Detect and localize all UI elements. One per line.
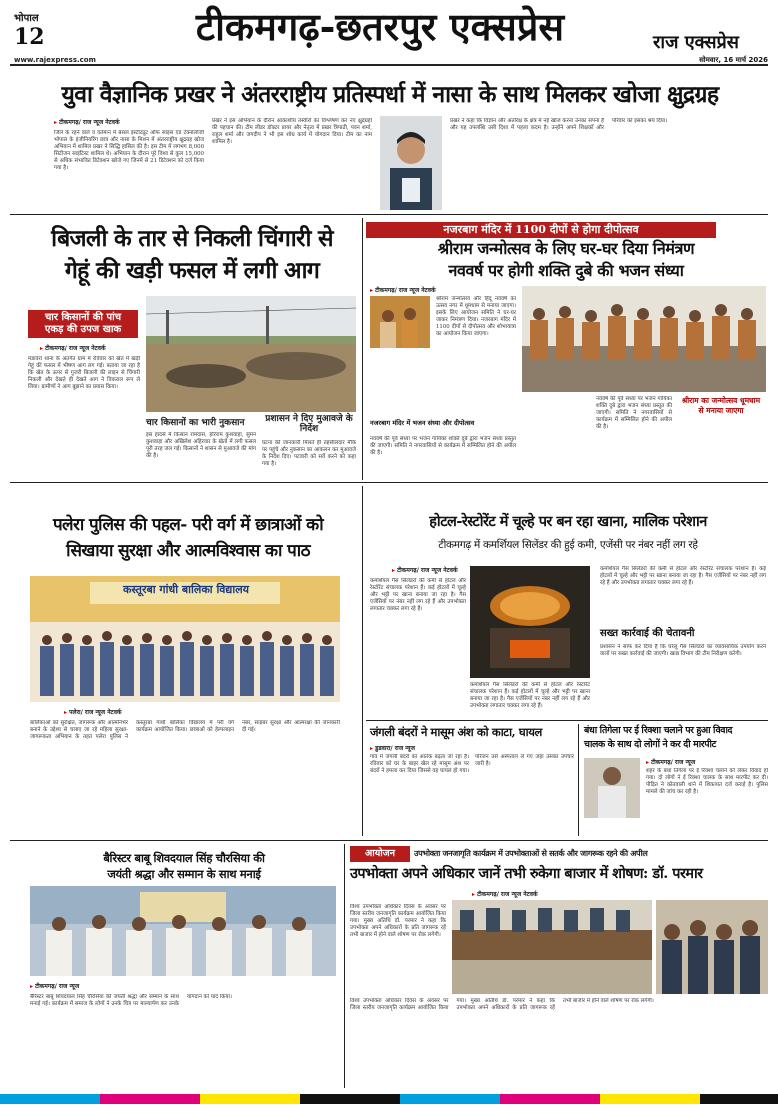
story2-headline-line2: गेहूं की खड़ी फसल में लगी आग [64,257,320,284]
story7-photo [584,758,640,818]
story3-byline: ▸ टीकमगढ़/ राज न्यूज नेटवर्क [370,286,436,294]
story2-byline: ▸ टीकमगढ़/ राज न्यूज नेटवर्क [40,344,106,352]
story5-box-text: प्रशासन ने साफ कर दिया है कि घरेलू गैस सिलेंडरों का व्यावसायिक उपयोग करने वालों पर सख्त कार्रवाई की जाएगी। खाद्य विभाग की टीम निरीक्षण करेगी। [600,644,766,657]
story1-text-b: प्रखर ने इस अभियान के दौरान आकाशीय तस्वीरों का विश्लेषण कर नए क्षुद्रग्रहों की पहचान की। टीम लीडर डॉक्टर प्रायर और नेतृत्व में प्रखर त्रिपाठी, पवन शर्मा, राहुल शर्मा और जगदीप ने भी इस शोध कार्य में योगदान दिया। टीम का नाम शामिल है। [212,118,372,145]
story6-text: गांव में जंगली बंदरों का आतंक बढ़ता जा रहा है। रविवार को घर के बाहर खेल रहे मासूम अंश पर बंदरों ने हमला कर दिया जिससे वह घायल हो गया। परिजन उसे अस्पताल ले गए जहां उसका उपचार जारी है। [370,754,574,774]
story4-headline-line1: पलेरा पुलिस की पहल- परी वर्ग में छात्राओं को [52,515,324,535]
story2-box1-title: चार किसानों का भारी नुकसान [146,418,245,428]
story5-text-b: कमर्शियल गैस सिलेंडरों की कमी से होटल और रेस्टोरेंट संचालक परेशान हैं। कई होटलों में चूल्हे और भट्टी पर खाना बनाया जा रहा है। गैस एजेंसियों पर नंबर नहीं लग रहे हैं और उपभोक्ता लगातार चक्कर लगा रहे हैं। [470,682,590,709]
story7-text: शहर के बंधा तिगेला पर ई रिक्शा चलाने को लेकर विवाद हो गया। दो लोगों ने ई रिक्शा चालक के साथ मारपीट कर दी। पीड़ित ने कोतवाली थाने में शिकायत दर्ज कराई है। पुलिस मामले की जांच कर रही है। [646,768,768,795]
story8-headline-line2: जयंती श्रद्धा और सम्मान के साथ मनाई [107,867,261,881]
story6-byline: ▸ डुडवारा/ राज न्यूज [370,744,415,752]
story1-byline: ▸ टीकमगढ़/ राज न्यूज नेटवर्क [54,118,120,126]
story2-subhead-line2: एकड़ की उपज खाक [44,324,122,335]
story3-headline-line1: श्रीराम जन्मोत्सव के लिए घर-घर दिया निमंत्रण [437,239,695,258]
story5-text-c: कमर्शियल गैस सिलेंडरों की कमी से होटल और रेस्टोरेंट संचालक परेशान हैं। कई होटलों में चूल्हे और भट्टी पर खाना बनाया जा रहा है। गैस एजेंसियों पर नंबर नहीं लग रहे हैं और उपभोक्ता लगातार चक्कर लगा रहे हैं। [600,566,766,586]
story3-text: श्रीराम जन्मोत्सव और हिंदू नववर्ष का उत्सव नगर में धूमधाम से मनाया जाएगा। इसके लिए आयोजन समिति ने घर-घर जाकर निमंत्रण दिया। नजरबाग मंदिर में 1100 दीपों से दीपोत्सव और शोभायात्रा का आयोजन किया जाएगा। [436,296,516,337]
story3-group-photo [522,286,766,392]
story9-audience-photo [656,900,768,994]
story9-label: आयोजन [350,846,410,862]
story5-byline: ▸ टीकमगढ़/ राज न्यूज नेटवर्क [392,566,458,574]
story3-headline-line2: नववर्ष पर होगी शक्ति दुबे की भजन संध्या [448,261,684,280]
story3-caption-line2: से मनाया जाएगा [698,406,744,415]
story9-kicker: उपभोक्ता जनजागृति कार्यक्रम में उपभोक्ताओं से सतर्क और जागरूक रहने की अपील [414,848,648,858]
story8-text: बैरिस्टर बाबू शिवदयाल सिंह चौरसिया की जयंती श्रद्धा और सम्मान के साथ मनाई गई। कार्यक्रम में समाज के लोगों ने उनके चित्र पर माल्यार्पण कर उनके योगदान को याद किया। [30,994,232,1007]
story5-box-title: सख्त कार्रवाई की चेतावनी [600,628,695,639]
story9-meeting-photo [452,900,652,994]
story4-headline-line2: सिखाया सुरक्षा और आत्मविश्वास का पाठ [66,541,310,561]
story2-text: मडावरा थाना के अंतर्गत ग्राम में रविवार को खेत में खड़ी गेहूं की फसल में भीषण आग लग गई। बताया जा रहा है कि खेत के ऊपर से गुजरी बिजली की लाइन से चिंगारी निकली और देखते ही देखते आग ने विकराल रूप ले लिया। ग्रामीणों ने आग बुझाने का प्रयास किया। [28,356,140,390]
story9-text-b: विश्व उपभोक्ता अधिकार दिवस के अवसर पर जिला स्तरीय जनजागृति कार्यक्रम आयोजित किया गया। मुख्य अतिथि डॉ. परमार ने कहा कि उपभोक्ता अपने अधिकारों के प्रति जागरूक रहें तभी बाजार में होने वाले शोषण पर रोक लगेगी। [350,998,654,1011]
story8-headline-line1: बैरिस्टर बाबू शिवदयाल सिंह चौरसिया की [103,851,265,865]
story8-byline: ▸ टीकमगढ़/ राज न्यूज [30,982,79,990]
story2-subhead-line1: चार किसानों की पांच [44,312,122,323]
story4-banner: कस्तूरबा गांधी बालिका विद्यालय [122,583,250,596]
page-number: 12 [14,24,45,50]
story1-headline: युवा वैज्ञानिक प्रखर ने अंतरराष्ट्रीय प्रतिस्पर्धा में नासा के साथ मिलकर खोजा क्षुद्रग्रह [61,81,719,108]
story4-text: बालिकाओं को सुरक्षित, जागरूक और आत्मनिर्भर बनाने के उद्देश्य से चलाए जा रहे महिला सुरक्षा-जागरूकता अभियान के तहत पलेरा पुलिस ने कस्तूरबा गांधी बालिका विद्यालय में परी वर्ग कार्यक्रम आयोजित किया। छात्राओं को हेल्पलाइन नंबर, साइबर सुरक्षा और आत्मरक्षा की जानकारी दी गई। [30,720,340,740]
masthead-title: टीकमगढ़-छतरपुर एक्सप्रेस [195,4,565,49]
story7-headline-line2: चालक के साथ दो लोगों ने कर दी मारपीट [584,739,716,750]
story1-photo [380,116,442,210]
story3-text-right: नववर्ष की पूर्व संध्या पर भजन गायिका शक्ति दुबे द्वारा भजन संध्या प्रस्तुत की जाएगी। समिति ने नगरवासियों से कार्यक्रम में सम्मिलित होने की अपील की है। [596,396,672,430]
story6-headline: जंगली बंदरों ने मासूम अंश को काटा, घायल [370,725,542,739]
story2-box2-title: प्रशासन ने दिए मुआवजे के निर्देश [265,414,353,435]
story9-text: विश्व उपभोक्ता अधिकार दिवस के अवसर पर जिला स्तरीय जनजागृति कार्यक्रम आयोजित किया गया। मुख्य अतिथि डॉ. परमार ने कहा कि उपभोक्ता अपने अधिकारों के प्रति जागरूक रहें तभी बाजार में होने वाले शोषण पर रोक लगेगी। [350,904,446,938]
issue-date: सोमवार, 16 मार्च 2026 [699,56,768,64]
story5-subhead: टीकमगढ़ में कमर्शियल सिलेंडर की हुई कमी, एजेंसी पर नंबर नहीं लग रहे [438,539,698,551]
story3-kicker: नजरबाग मंदिर में 1100 दीपों से होगा दीपोत्सव [366,222,716,238]
story9-headline: उपभोक्ता अपने अधिकार जानें तभी रुकेगा बाजार में शोषण: डॉ. परमार [350,865,703,882]
story3-photo-left [370,296,430,348]
story2-box1-text: इस हादसे में किसान रामदास, हरिराम कुशवाहा, सुमन कुशवाहा और अखिलेश अहिरवार के खेतों में लगी फसल पूरी तरह जल गई। किसानों ने शासन से मुआवजे की मांग की है। [146,432,256,459]
story2-fire-photo [146,296,356,412]
story3-photo-caption [676,396,766,416]
story7-headline-line1: बंधा तिगेला पर ई रिक्शा चलाने पर हुआ विवाद [584,725,733,736]
brand-logo: राज एक्सप्रेस [653,32,739,53]
story2-box2-text: घटना की जानकारी मिलते ही तहसीलदार मौके पर पहुंचे और नुकसान का आकलन कर मुआवजे के निर्देश दिए। पटवारी को सर्वे करने को कहा गया है। [262,440,356,467]
story3-caption-line1: श्रीराम का जन्मोत्सव धूमधाम [681,396,761,405]
story8-photo [30,886,336,976]
story9-byline: ▸ टीकमगढ़/ राज न्यूज नेटवर्क [472,890,538,898]
story2-headline-line1: बिजली के तार से निकली चिंगारी से [51,225,333,252]
story5-headline: होटल-रेस्टोरेंट में चूल्हे पर बन रहा खाना, मालिक परेशान [429,513,707,530]
story1-text-c: प्रखर ने कहा कि विज्ञान और अंतरिक्ष के क्षेत्र में नई खोज करना उनका सपना है और यह उपलब्धि उसी दिशा में पहला कदम है। उन्होंने अपने शिक्षकों और परिवार को इसका श्रेय दिया। [450,118,668,131]
story7-byline: ▸ टीकमगढ़/ राज न्यूज [646,758,695,766]
story3-box-title: नजरबाग मंदिर में भजन संध्या और दीपोत्सव [370,419,475,427]
story2-subhead [28,310,138,338]
masthead-city: भोपाल [14,13,39,24]
story5-cooking-photo [470,566,590,678]
story3-box-text: नववर्ष की पूर्व संध्या पर भजन गायिका शक्ति दुबे द्वारा भजन संध्या प्रस्तुत की जाएगी। समिति ने नगरवासियों से कार्यक्रम में सम्मिलित होने की अपील की है। [370,436,516,456]
story5-text: कमर्शियल गैस सिलेंडरों की कमी से होटल और रेस्टोरेंट संचालक परेशान हैं। कई होटलों में चूल्हे और भट्टी पर खाना बनाया जा रहा है। गैस एजेंसियों पर नंबर नहीं लग रहे हैं और उपभोक्ता लगातार चक्कर लगा रहे हैं। [370,578,466,612]
story4-byline: ▸ पलेरा/ राज न्यूज नेटवर्क [64,708,122,716]
site-url[interactable]: www.rajexpress.com [14,56,96,64]
story1-text-a: जिले के रहने वाले व वर्तमान में बंसल इंस्टीट्यूट ऑफ साइंस एंड टेक्नोलॉजी भोपाल के इंजीनियरिंग छात्र और नासा के मिशन में अंतरराष्ट्रीय क्षुद्रग्रह खोज अभियान में शामिल प्रखर ने सिद्धि हासिल की है। इस टीम में लगभग 8,000 सिटीजन साइंटिस्ट शामिल थे। अभियान के दौरान पूरे विश्व से कुल 15,000 से अधिक संभावित डिटेक्शन खोजे गए जिनमें से 21 डिटेक्शन को दर्ज किया गया है। [54,130,204,171]
